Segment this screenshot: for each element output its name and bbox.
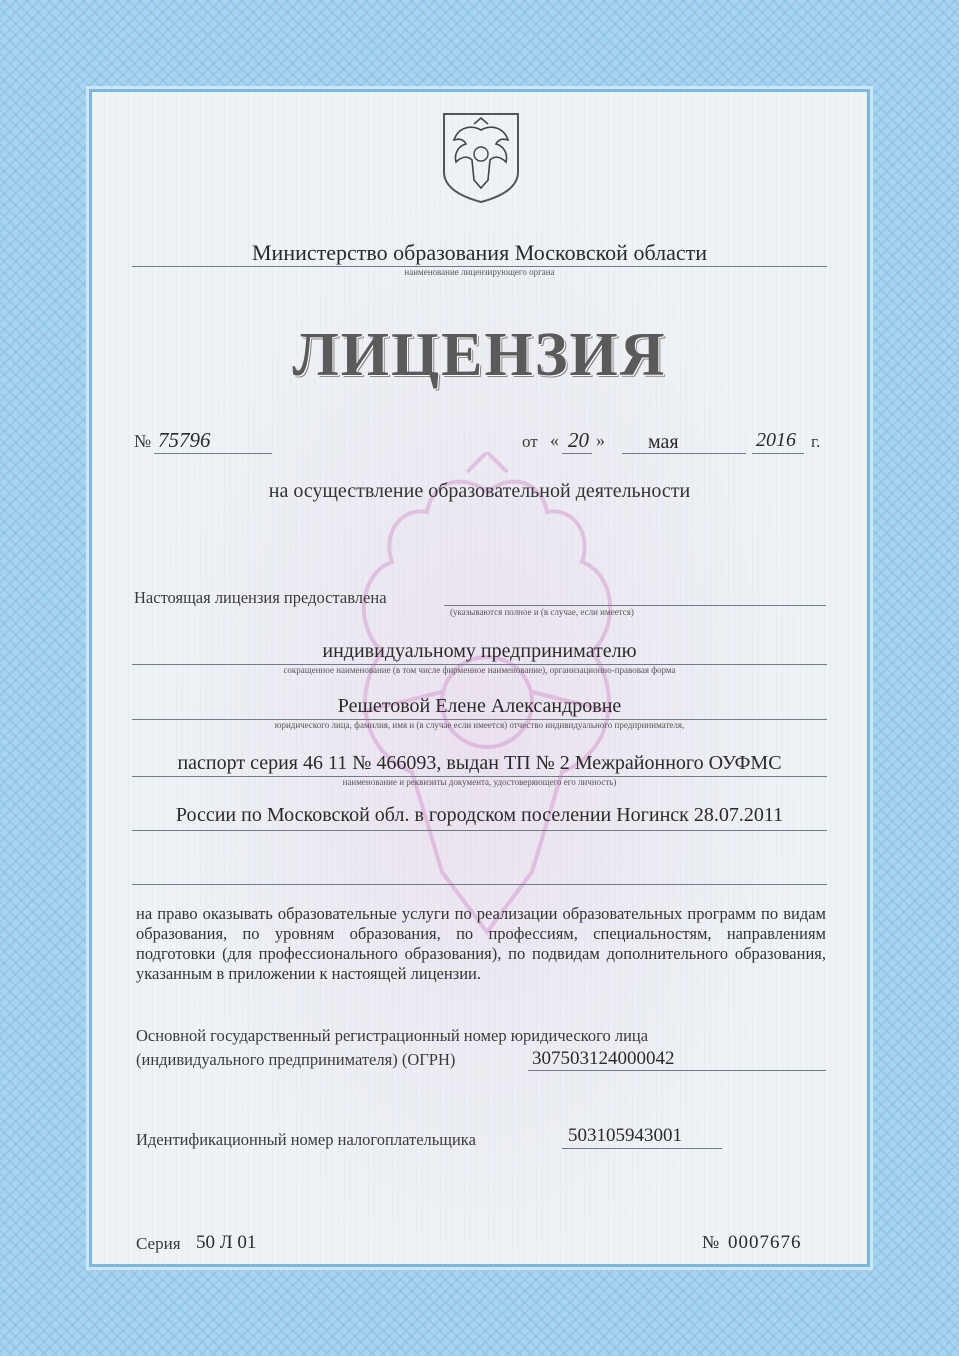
granted-caption-3: юридического лица, фамилия, имя и (в случае если имеется) отчество индивидуального предпринимателя, bbox=[274, 720, 685, 730]
holder-passport-continued: России по Московской обл. в городском поселении Ногинск 28.07.2011 bbox=[175, 804, 784, 826]
granted-caption-4: наименование и реквизиты документа, удостоверяющего его личность) bbox=[342, 777, 617, 787]
date-month: мая bbox=[648, 431, 679, 453]
document-paper bbox=[92, 92, 867, 1264]
holder-form: индивидуальному предпринимателю bbox=[322, 640, 637, 662]
ogrn-label-line2: (индивидуального предпринимателя) (ОГРН) bbox=[136, 1050, 456, 1069]
date-open-quote: « bbox=[550, 430, 559, 450]
inn-value: 503105943001 bbox=[568, 1125, 682, 1146]
holder-passport: паспорт серия 46 11 № 466093, выдан ТП № 2 Межрайонного ОУФМС bbox=[177, 752, 782, 774]
license-number-underline bbox=[154, 453, 272, 454]
blank-number-value: 0007676 bbox=[728, 1232, 802, 1253]
date-prefix: от bbox=[522, 432, 538, 451]
ogrn-value: 307503124000042 bbox=[532, 1048, 675, 1069]
granted-label: Настоящая лицензия предоставлена bbox=[134, 588, 387, 607]
date-month-underline bbox=[622, 453, 746, 454]
inn-label: Идентификационный номер налогоплательщика bbox=[136, 1130, 476, 1149]
granted-caption-1: (указываются полное и (в случае, если имеется) bbox=[450, 607, 634, 617]
series-value: 50 Л 01 bbox=[196, 1232, 257, 1253]
series-label: Серия bbox=[136, 1234, 181, 1253]
date-year: 2016 bbox=[756, 429, 796, 451]
license-number-prefix: № bbox=[134, 431, 152, 451]
date-day: 20 bbox=[568, 428, 589, 452]
date-year-underline bbox=[752, 453, 804, 454]
date-close-quote: » bbox=[596, 430, 605, 450]
authority-name: Министерство образования Московской области bbox=[252, 240, 707, 265]
holder-name: Решетовой Елене Александровне bbox=[337, 695, 622, 717]
ogrn-underline bbox=[528, 1070, 826, 1071]
blank-number-prefix: № bbox=[702, 1232, 720, 1252]
license-purpose: на осуществление образовательной деятельности bbox=[268, 480, 691, 502]
coat-of-arms-icon bbox=[440, 110, 522, 206]
ogrn-label-line1: Основной государственный регистрационный номер юридического лица bbox=[136, 1026, 649, 1045]
license-number: 75796 bbox=[158, 428, 211, 452]
document-title: ЛИЦЕНЗИЯ bbox=[292, 321, 667, 389]
inn-underline bbox=[562, 1148, 722, 1149]
granted-underline-1 bbox=[444, 605, 826, 606]
date-day-underline bbox=[562, 453, 592, 454]
granted-underline-5 bbox=[132, 830, 827, 831]
granted-caption-2: сокращенное наименование (в том числе фирменное наименование), организационно-правовая форма bbox=[283, 665, 676, 675]
rights-paragraph: на право оказывать образовательные услуги по реализации образовательных программ по видам образования, по уровням образования, по профессиям, специальностям, направлениям подготовки (для профессионального образования), по подвидам дополнительного образования, указанным в приложении к настоящей лицензии. bbox=[136, 904, 826, 983]
granted-underline-6 bbox=[132, 884, 827, 885]
authority-caption: наименование лицензирующего органа bbox=[404, 267, 555, 277]
date-year-suffix: г. bbox=[811, 432, 821, 451]
